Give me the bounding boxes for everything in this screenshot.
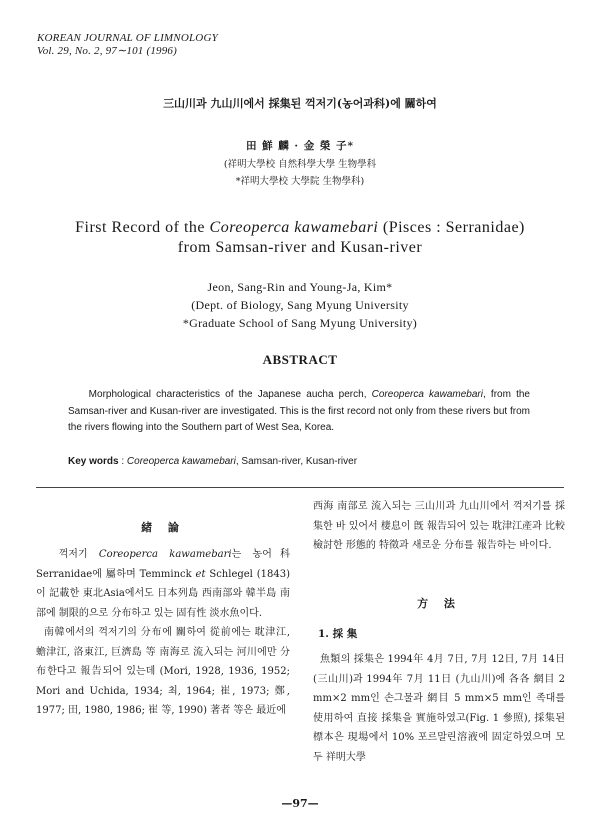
korean-authors: 田 鮮 麟 · 金 榮 子* [245, 140, 355, 152]
journal-header [37, 32, 218, 58]
english-authors: Jeon, Sang-Rin and Young-Ja, Kim* [207, 280, 393, 294]
methods-p-text: 魚類의 採集은 1994年 4月 7日, 7月 12日, 7月 14日 (三山川)과 1994年 7月 11日 (九山川)에 各各 網目 2 mm×2 mm인 손그물과 網目 5 mm×5 mm인 족대를 使用하여 直接 採集을 實施하였고(Fig. 1 參照), 採集된 標本은 現場에서 10% 포르말린溶液에 固定하였으며 모두 祥明大學 [313, 654, 565, 763]
methods-text [313, 650, 565, 767]
abstract-pre: Morphological characteristics of the Japanese aucha perch, [88, 389, 372, 400]
keywords-species: Coreoperca kawamebari [126, 456, 236, 467]
methods-heading: 方 法 [417, 597, 461, 610]
collection-subheading: 1. 採 集 [318, 628, 358, 640]
intro-paragraph-1 [36, 545, 290, 623]
english-affiliation-2: *Graduate School of Sang Myung University) [182, 316, 418, 330]
keywords [68, 456, 357, 467]
intro-p1-pre: 꺽저기 [58, 549, 99, 560]
intro-p1-etal: et [195, 568, 206, 580]
abstract-post: , from the Samsan-river and Kusan-river are investigated. This is the first record not only from these rivers but from the rivers flowing into the Southern part of West Sea, Korea. [68, 389, 530, 433]
journal-name: KOREAN JOURNAL OF LIMNOLOGY [37, 32, 218, 44]
english-title-line2: from Samsan-river and Kusan-river [177, 239, 423, 256]
korean-affiliation-1: (祥明大學校 自然科學大學 生物學科 [223, 159, 377, 170]
english-title [0, 218, 600, 258]
page-number: —97— [281, 797, 319, 810]
english-affiliation-1: (Dept. of Biology, Sang Myung University [191, 298, 409, 312]
intro-paragraph-2 [36, 623, 290, 721]
right-column [313, 497, 565, 556]
keywords-label: Key words [68, 456, 119, 467]
journal-volume: Vol. 29, No. 2, 97∼101 (1996) [37, 45, 177, 57]
abstract-heading: ABSTRACT [262, 352, 338, 367]
keywords-sep: : [118, 456, 127, 467]
intro-paragraph-3: 西海 南部로 流入되는 三山川과 九山川에서 꺽저기를 採集한 바 있어서 棲息이 旣 報告되어 있는 耽津江產과 比較 檢討한 形態的 特徵과 새로운 分布를 報告하는 바이다. [313, 501, 565, 551]
section-divider [36, 487, 564, 488]
introduction-heading: 緒 論 [141, 521, 185, 534]
korean-affiliation-2: *祥明大學校 大學院 生物學科) [235, 176, 365, 187]
methods-paragraph [313, 650, 565, 767]
english-title-post: (Pisces : Serranidae) [378, 219, 525, 236]
left-column [36, 545, 290, 721]
intro-p1-post: Schlegel (1843)이 記載한 東北Asia에서도 日本列島 西南部와 韓半島 南部에 制限的으로 分布하고 있는 固有性 淡水魚이다. [36, 568, 290, 619]
intro-p1-species: Coreoperca kawamebari [98, 549, 232, 560]
english-title-species: Coreoperca kawamebari [209, 219, 379, 236]
abstract-species: Coreoperca kawamebari [371, 389, 483, 400]
intro-p2-text: 南韓에서의 꺽저기의 分布에 關하여 從前에는 耽津江, 蟾津江, 洛東江, 巨濟島 等 南海로 流入되는 河川에만 分布한다고 報告되어 있는데 (Mori, 1928, 1936, 1952; Mori and Uchida, 1934; 최, 1964; 崔, 1973; 鄭, 1977; 田, 1980, 1986; 崔 等, 1990) 著者 等은 最近에 [36, 627, 291, 716]
korean-title: 三山川과 九山川에서 採集된 꺽저기(농어과科)에 關하여 [163, 97, 437, 110]
intro-p1-mid: 는 농어科 Serranidae에 屬하며 Temminck [36, 549, 290, 580]
abstract-text [68, 387, 530, 437]
keywords-rest: , Samsan-river, Kusan-river [235, 456, 358, 467]
english-title-pre: First Record of the [75, 219, 210, 236]
